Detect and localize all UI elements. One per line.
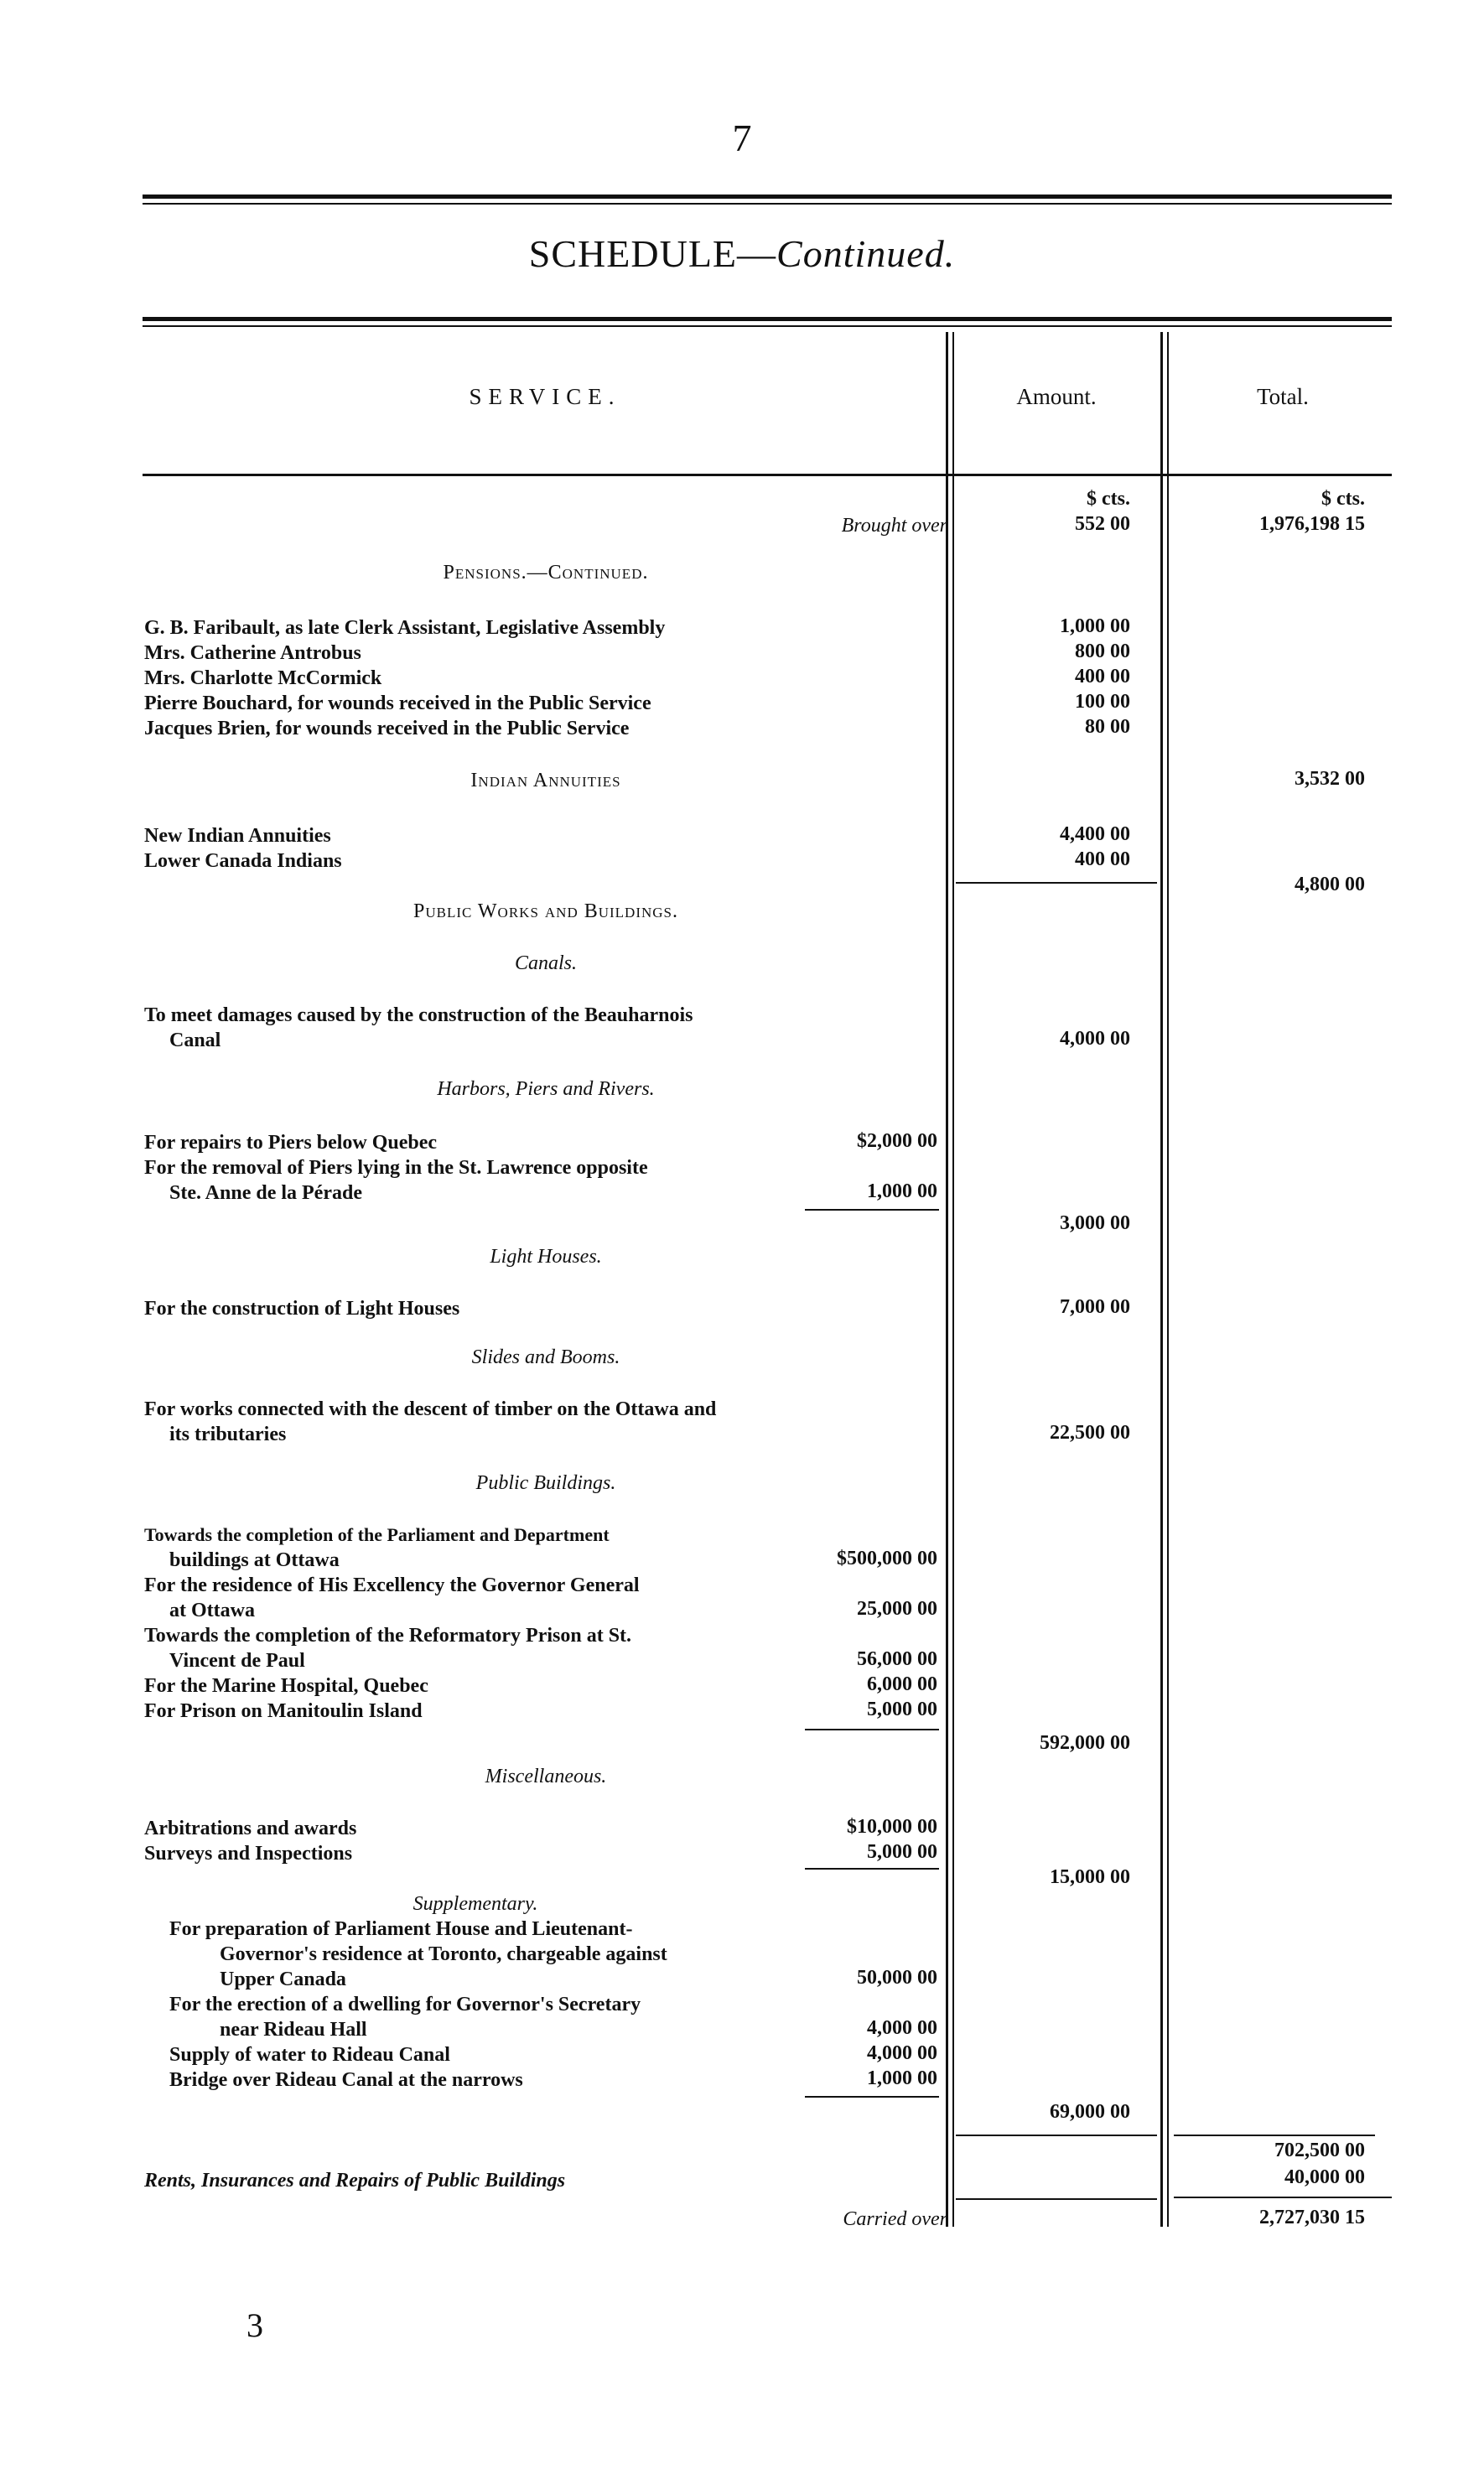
rents-rule [956,2198,1157,2200]
pensions-heading: Pensions.—Continued. [443,562,649,584]
page-number: 7 [732,117,752,159]
misc-sub-1: $10,000 00 [847,1816,937,1838]
supp-line-6: Supply of water to Rideau Canal [169,2044,450,2066]
canals-amount: 4,000 00 [1060,1028,1130,1050]
grand-total-rule [1174,2197,1392,2198]
pension-item-5-amount: 80 00 [1085,716,1130,738]
header-amount: Amount. [1016,384,1097,409]
pension-item-3-amount: 400 00 [1075,666,1130,687]
harbors-heading: Harbors, Piers and Rivers. [437,1078,655,1100]
supp-line-4: For the erection of a dwelling for Governor's Secretary [169,1994,641,2015]
indian-item-1-amount: 4,400 00 [1060,823,1130,845]
slides-line-2: its tributaries [169,1424,287,1445]
supp-amount: 69,000 00 [1050,2101,1130,2123]
misc-subtotal-rule [805,1868,939,1870]
public-buildings-heading: Public Buildings. [475,1472,616,1494]
misc-sub-2: 5,000 00 [867,1841,937,1863]
column-separator-total-left [1160,332,1163,2227]
pension-item-4-amount: 100 00 [1075,691,1130,713]
pension-item-2: Mrs. Catherine Antrobus [144,642,361,664]
title-continued: Continued. [776,232,956,275]
carried-over-label: Carried over [843,2208,947,2230]
rents-label: Rents, Insurances and Repairs of Public Buildings [144,2170,566,2192]
pension-item-1-amount: 1,000 00 [1060,615,1130,637]
supp-sub-6: 4,000 00 [867,2042,937,2064]
misc-heading: Miscellaneous. [485,1766,607,1787]
harbors-item-1-sub: $2,000 00 [857,1130,937,1152]
pb-line-2: buildings at Ottawa [169,1549,340,1571]
pensions-total: 3,532 00 [1295,768,1365,790]
supp-sub-5: 4,000 00 [867,2017,937,2039]
harbors-item-2-sub: 1,000 00 [867,1180,937,1202]
pb-line-3: For the residence of His Excellency the Governor General [144,1574,640,1596]
pb-line-7: For the Marine Hospital, Quebec [144,1675,428,1697]
harbors-item-1: For repairs to Piers below Quebec [144,1132,438,1154]
title-rule-thick [143,317,1392,321]
total-units: $ cts. [1321,488,1365,510]
brought-over-amount: 552 00 [1075,513,1130,535]
misc-line-1: Arbitrations and awards [144,1818,357,1839]
amount-units: $ cts. [1087,488,1130,510]
column-separator-amount-left-2 [952,332,954,2227]
top-rule-thin [143,203,1392,205]
supplementary-heading: Supplementary. [413,1893,538,1915]
light-heading: Light Houses. [490,1246,602,1268]
harbors-amount: 3,000 00 [1060,1212,1130,1234]
header-rule [143,474,1392,476]
harbors-item-2-line-1: For the removal of Piers lying in the St. Lawrence opposite [144,1157,648,1179]
pension-item-2-amount: 800 00 [1075,641,1130,662]
light-item: For the construction of Light Houses [144,1298,460,1320]
pb-line-1: Towards the completion of the Parliament and Department [144,1524,610,1545]
rents-total: 40,000 00 [1284,2166,1365,2188]
pb-line-5: Towards the completion of the Reformatory Prison at St. [144,1625,632,1647]
pb-line-8: For Prison on Manitoulin Island [144,1700,423,1722]
amount-column-rule [956,2135,1157,2136]
public-works-heading: Public Works and Buildings. [413,900,679,922]
pb-sub-2: $500,000 00 [837,1548,937,1569]
pb-line-4: at Ottawa [169,1600,255,1621]
signature-mark: 3 [246,2306,263,2344]
canals-line-1: To meet damages caused by the construction of the Beauharnois [144,1004,693,1026]
slides-heading: Slides and Booms. [471,1346,620,1368]
total-column-rule [1174,2135,1375,2136]
supp-line-2: Governor's residence at Toronto, chargeable against [220,1943,667,1965]
slides-line-1: For works connected with the descent of timber on the Ottawa and [144,1398,717,1420]
supp-sub-3: 50,000 00 [857,1967,937,1989]
pension-item-5: Jacques Brien, for wounds received in the Public Service [144,718,630,739]
indian-total: 4,800 00 [1295,874,1365,895]
page-title [0,231,1484,276]
pb-line-6: Vincent de Paul [169,1650,305,1672]
slides-amount: 22,500 00 [1050,1422,1130,1444]
misc-line-2: Surveys and Inspections [144,1843,353,1865]
top-rule-thick [143,195,1392,199]
indian-item-1: New Indian Annuities [144,825,331,847]
title-rule-thin [143,325,1392,327]
indian-item-2-amount: 400 00 [1075,848,1130,870]
brought-over-label: Brought over [841,515,947,537]
pb-sub-4: 25,000 00 [857,1598,937,1620]
header-total: Total. [1257,384,1309,409]
supp-line-5: near Rideau Hall [220,2019,367,2041]
pb-sub-8: 5,000 00 [867,1699,937,1720]
pb-sub-6: 56,000 00 [857,1648,937,1670]
canals-heading: Canals. [514,952,577,974]
pension-item-1: G. B. Faribault, as late Clerk Assistant, Legislative Assembly [144,617,666,639]
pb-amount: 592,000 00 [1040,1732,1130,1754]
title-main: SCHEDULE— [528,232,777,275]
pension-item-4: Pierre Bouchard, for wounds received in the Public Service [144,693,651,714]
indian-heading: Indian Annuities [470,770,621,791]
pb-sub-7: 6,000 00 [867,1673,937,1695]
public-works-total: 702,500 00 [1274,2140,1365,2161]
pension-item-3: Mrs. Charlotte McCormick [144,667,382,689]
light-amount: 7,000 00 [1060,1296,1130,1318]
misc-amount: 15,000 00 [1050,1866,1130,1888]
brought-over-total: 1,976,198 15 [1259,513,1365,535]
header-service: SERVICE. [469,384,621,409]
harbors-subtotal-rule [805,1209,939,1211]
supp-sub-7: 1,000 00 [867,2067,937,2089]
indian-item-2: Lower Canada Indians [144,850,342,872]
canals-line-2: Canal [169,1030,221,1051]
column-separator-total-left-2 [1167,332,1169,2227]
supp-line-1: For preparation of Parliament House and Lieutenant- [169,1918,633,1940]
harbors-item-2: Ste. Anne de la Pérade [169,1182,362,1204]
indian-subtotal-rule [956,882,1157,884]
supp-subtotal-rule [805,2096,939,2098]
supp-line-3: Upper Canada [220,1969,346,1990]
supp-line-7: Bridge over Rideau Canal at the narrows [169,2069,523,2091]
carried-over-total: 2,727,030 15 [1259,2207,1365,2228]
pb-subtotal-rule [805,1729,939,1730]
